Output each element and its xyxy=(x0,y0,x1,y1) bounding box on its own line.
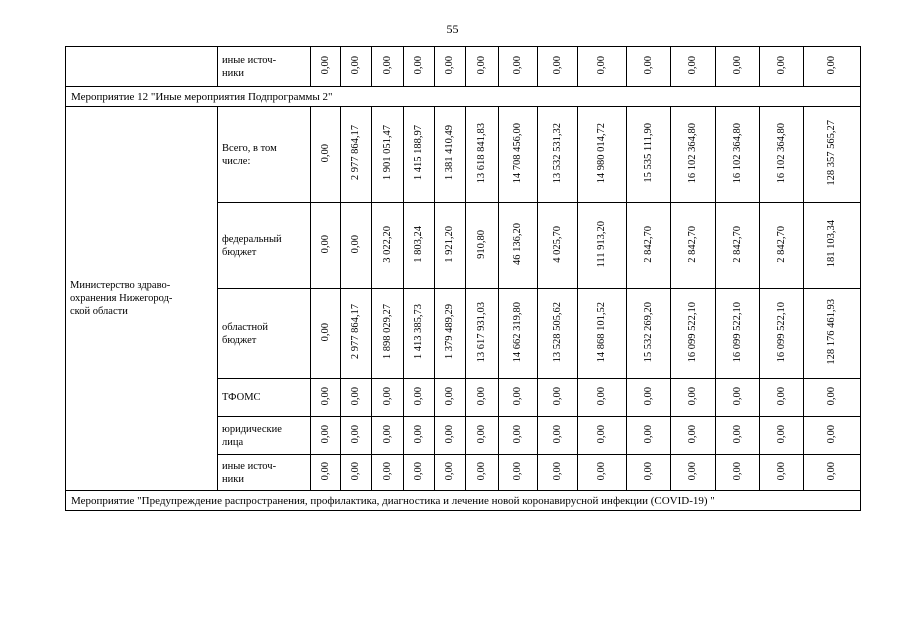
value-cell xyxy=(499,203,538,289)
value-text: 0,00 xyxy=(350,386,361,406)
value-text: 2 842,70 xyxy=(642,225,654,263)
value-text: 0,00 xyxy=(476,461,487,481)
organization-cell: Министерство здраво- охранения Нижегород- ской области xyxy=(66,107,218,491)
value-text: 0,00 xyxy=(381,386,393,406)
value-cell xyxy=(627,379,671,417)
value-cell xyxy=(760,47,804,87)
value-cell xyxy=(716,417,760,455)
value-cell xyxy=(341,417,372,455)
value-cell xyxy=(466,455,499,491)
value-cell xyxy=(538,417,578,455)
value-text: 16 099 522,10 xyxy=(775,301,787,363)
value-text: 14 662 319,80 xyxy=(512,301,523,363)
value-cell xyxy=(578,379,627,417)
value-cell xyxy=(671,47,716,87)
value-text: 0,00 xyxy=(319,143,331,163)
value-cell xyxy=(311,379,341,417)
source-cell: иные источ- ники xyxy=(218,455,311,491)
value-cell xyxy=(627,107,671,203)
value-text: 0,00 xyxy=(775,424,787,444)
value-text: 0,00 xyxy=(413,386,424,406)
page-number: 55 xyxy=(446,22,459,36)
value-cell xyxy=(404,289,435,379)
value-text: 0,00 xyxy=(350,424,361,444)
value-cell xyxy=(671,107,716,203)
value-cell xyxy=(627,289,671,379)
section-title: Мероприятие 12 "Иные мероприятия Подпрограммы 2" xyxy=(66,87,861,107)
value-text: 0,00 xyxy=(596,55,607,75)
value-text: 0,00 xyxy=(444,55,455,75)
value-cell xyxy=(435,107,466,203)
value-cell xyxy=(466,107,499,203)
empty-cell xyxy=(66,47,218,87)
value-text: 2 842,70 xyxy=(775,225,787,263)
value-text: 14 708 456,00 xyxy=(512,122,523,184)
value-text: 0,00 xyxy=(687,424,698,444)
value-text: 0,00 xyxy=(512,55,523,75)
value-text: 1 381 410,49 xyxy=(444,125,455,181)
value-text: 0,00 xyxy=(319,386,331,406)
value-text: 128 176 461,93 xyxy=(826,299,837,365)
value-text: 0,00 xyxy=(642,424,654,444)
value-cell xyxy=(671,455,716,491)
value-cell xyxy=(404,107,435,203)
value-cell xyxy=(804,203,861,289)
value-text: 0,00 xyxy=(319,424,331,444)
value-text: 2 977 864,17 xyxy=(350,304,361,360)
value-cell xyxy=(499,379,538,417)
source-cell: Всего, в том числе: xyxy=(218,107,311,203)
value-text: 0,00 xyxy=(381,461,393,481)
value-text: 16 099 522,10 xyxy=(687,301,698,363)
value-cell xyxy=(578,455,627,491)
value-cell xyxy=(627,203,671,289)
value-cell xyxy=(311,289,341,379)
value-cell xyxy=(804,417,861,455)
value-cell xyxy=(538,379,578,417)
value-cell xyxy=(404,203,435,289)
value-cell xyxy=(435,47,466,87)
table-row xyxy=(66,107,861,203)
value-cell xyxy=(435,455,466,491)
value-text: 15 532 269,20 xyxy=(642,301,654,363)
value-text: 0,00 xyxy=(512,461,523,481)
value-text: 0,00 xyxy=(381,55,393,75)
value-cell xyxy=(671,379,716,417)
value-cell xyxy=(311,203,341,289)
value-cell xyxy=(578,107,627,203)
value-text: 0,00 xyxy=(826,461,837,481)
value-text: 0,00 xyxy=(687,461,698,481)
value-text: 0,00 xyxy=(551,461,563,481)
value-text: 14 980 014,72 xyxy=(596,122,607,184)
value-text: 0,00 xyxy=(826,424,837,444)
value-cell xyxy=(578,47,627,87)
value-cell xyxy=(341,289,372,379)
value-text: 2 842,70 xyxy=(731,225,743,263)
value-cell xyxy=(671,417,716,455)
value-cell xyxy=(372,379,404,417)
value-text: 16 102 364,80 xyxy=(775,122,787,184)
value-text: 0,00 xyxy=(731,386,743,406)
value-text: 13 618 841,83 xyxy=(476,122,487,184)
value-cell xyxy=(435,379,466,417)
value-text: 16 102 364,80 xyxy=(731,122,743,184)
source-cell: федеральный бюджет xyxy=(218,203,311,289)
section-title: Мероприятие "Предупреждение распространения, профилактика, диагностика и лечение новой коронавирусной инфекции (COVID-19) " xyxy=(66,491,861,511)
value-cell xyxy=(804,379,861,417)
value-cell xyxy=(341,379,372,417)
value-text: 0,00 xyxy=(826,55,837,75)
value-cell xyxy=(804,455,861,491)
value-cell xyxy=(538,47,578,87)
value-cell xyxy=(671,203,716,289)
section-title-row xyxy=(66,491,861,511)
value-cell xyxy=(499,289,538,379)
value-cell xyxy=(435,203,466,289)
value-cell xyxy=(404,417,435,455)
value-text: 16 099 522,10 xyxy=(731,301,743,363)
value-cell xyxy=(578,417,627,455)
value-text: 1 415 188,97 xyxy=(413,125,424,181)
value-text: 1 803,24 xyxy=(413,225,424,263)
value-cell xyxy=(716,455,760,491)
table-row xyxy=(66,47,861,87)
value-cell xyxy=(627,417,671,455)
value-text: 181 103,34 xyxy=(826,220,837,268)
section-title-row xyxy=(66,87,861,107)
value-cell xyxy=(627,47,671,87)
value-text: 111 913,20 xyxy=(596,220,607,268)
value-cell xyxy=(538,289,578,379)
value-cell xyxy=(311,47,341,87)
value-cell xyxy=(760,203,804,289)
value-text: 0,00 xyxy=(350,234,361,254)
value-text: 15 535 111,90 xyxy=(642,123,654,183)
value-cell xyxy=(804,47,861,87)
value-cell xyxy=(760,107,804,203)
value-text: 14 868 101,52 xyxy=(596,301,607,363)
value-text: 0,00 xyxy=(551,55,563,75)
value-cell xyxy=(466,203,499,289)
value-cell xyxy=(760,455,804,491)
value-cell xyxy=(716,107,760,203)
value-text: 2 842,70 xyxy=(687,225,698,263)
value-cell xyxy=(435,417,466,455)
value-text: 0,00 xyxy=(775,386,787,406)
value-text: 13 528 505,62 xyxy=(551,301,563,363)
value-text: 0,00 xyxy=(512,424,523,444)
value-text: 0,00 xyxy=(596,461,607,481)
value-text: 0,00 xyxy=(350,55,361,75)
value-cell xyxy=(372,289,404,379)
value-cell xyxy=(627,455,671,491)
value-cell xyxy=(760,289,804,379)
value-text: 46 136,20 xyxy=(512,223,523,265)
value-text: 0,00 xyxy=(444,424,455,444)
value-text: 0,00 xyxy=(775,55,787,75)
value-text: 0,00 xyxy=(381,424,393,444)
value-text: 1 413 385,73 xyxy=(413,304,424,360)
value-cell xyxy=(466,417,499,455)
value-cell xyxy=(804,107,861,203)
value-text: 0,00 xyxy=(476,386,487,406)
value-cell xyxy=(466,289,499,379)
source-cell: ТФОМС xyxy=(218,379,311,417)
value-cell xyxy=(404,47,435,87)
value-text: 0,00 xyxy=(687,55,698,75)
value-text: 0,00 xyxy=(319,55,331,75)
value-cell xyxy=(435,289,466,379)
value-cell xyxy=(671,289,716,379)
value-cell xyxy=(341,203,372,289)
value-cell xyxy=(372,107,404,203)
value-text: 1 379 489,29 xyxy=(444,304,455,360)
value-text: 2 977 864,17 xyxy=(350,125,361,181)
value-text: 0,00 xyxy=(413,461,424,481)
value-cell xyxy=(538,455,578,491)
value-text: 0,00 xyxy=(444,386,455,406)
value-cell xyxy=(372,417,404,455)
value-text: 0,00 xyxy=(512,386,523,406)
value-cell xyxy=(499,455,538,491)
value-text: 0,00 xyxy=(731,461,743,481)
value-text: 128 357 565,27 xyxy=(826,120,837,186)
value-cell xyxy=(466,47,499,87)
value-cell xyxy=(716,47,760,87)
value-cell xyxy=(311,455,341,491)
value-text: 0,00 xyxy=(413,424,424,444)
value-text: 0,00 xyxy=(642,386,654,406)
value-text: 0,00 xyxy=(551,424,563,444)
value-text: 0,00 xyxy=(476,424,487,444)
value-cell xyxy=(311,107,341,203)
value-cell xyxy=(311,417,341,455)
value-text: 0,00 xyxy=(596,386,607,406)
value-text: 0,00 xyxy=(731,55,743,75)
value-text: 0,00 xyxy=(319,234,331,254)
source-cell: областной бюджет xyxy=(218,289,311,379)
value-text: 16 102 364,80 xyxy=(687,122,698,184)
value-cell xyxy=(716,203,760,289)
source-cell: иные источ- ники xyxy=(218,47,311,87)
value-cell xyxy=(499,107,538,203)
value-text: 0,00 xyxy=(642,461,654,481)
value-cell xyxy=(372,47,404,87)
value-text: 0,00 xyxy=(350,461,361,481)
value-cell xyxy=(716,379,760,417)
value-cell xyxy=(404,455,435,491)
value-text: 1 898 029,27 xyxy=(381,304,393,360)
value-cell xyxy=(466,379,499,417)
value-text: 0,00 xyxy=(687,386,698,406)
value-text: 0,00 xyxy=(319,322,331,342)
value-cell xyxy=(760,379,804,417)
value-cell xyxy=(804,289,861,379)
budget-table xyxy=(65,46,861,511)
value-cell xyxy=(578,289,627,379)
value-text: 0,00 xyxy=(476,55,487,75)
value-text: 3 022,20 xyxy=(381,225,393,263)
value-cell xyxy=(538,107,578,203)
value-cell xyxy=(341,47,372,87)
value-text: 13 617 931,03 xyxy=(476,301,487,363)
value-text: 0,00 xyxy=(642,55,654,75)
value-text: 0,00 xyxy=(413,55,424,75)
value-text: 1 901 051,47 xyxy=(381,125,393,181)
value-cell xyxy=(716,289,760,379)
value-text: 910,80 xyxy=(476,229,487,259)
value-cell xyxy=(341,107,372,203)
value-cell xyxy=(499,47,538,87)
value-text: 0,00 xyxy=(826,386,837,406)
value-cell xyxy=(499,417,538,455)
value-text: 4 025,70 xyxy=(551,225,563,263)
value-cell xyxy=(341,455,372,491)
value-text: 0,00 xyxy=(731,424,743,444)
value-cell xyxy=(372,455,404,491)
value-text: 0,00 xyxy=(319,461,331,481)
source-cell: юридические лица xyxy=(218,417,311,455)
value-text: 13 532 531,32 xyxy=(551,122,563,184)
value-cell xyxy=(404,379,435,417)
value-cell xyxy=(760,417,804,455)
value-text: 0,00 xyxy=(551,386,563,406)
value-text: 0,00 xyxy=(596,424,607,444)
value-text: 0,00 xyxy=(775,461,787,481)
value-text: 0,00 xyxy=(444,461,455,481)
value-cell xyxy=(578,203,627,289)
value-cell xyxy=(538,203,578,289)
value-cell xyxy=(372,203,404,289)
value-text: 1 921,20 xyxy=(444,225,455,263)
